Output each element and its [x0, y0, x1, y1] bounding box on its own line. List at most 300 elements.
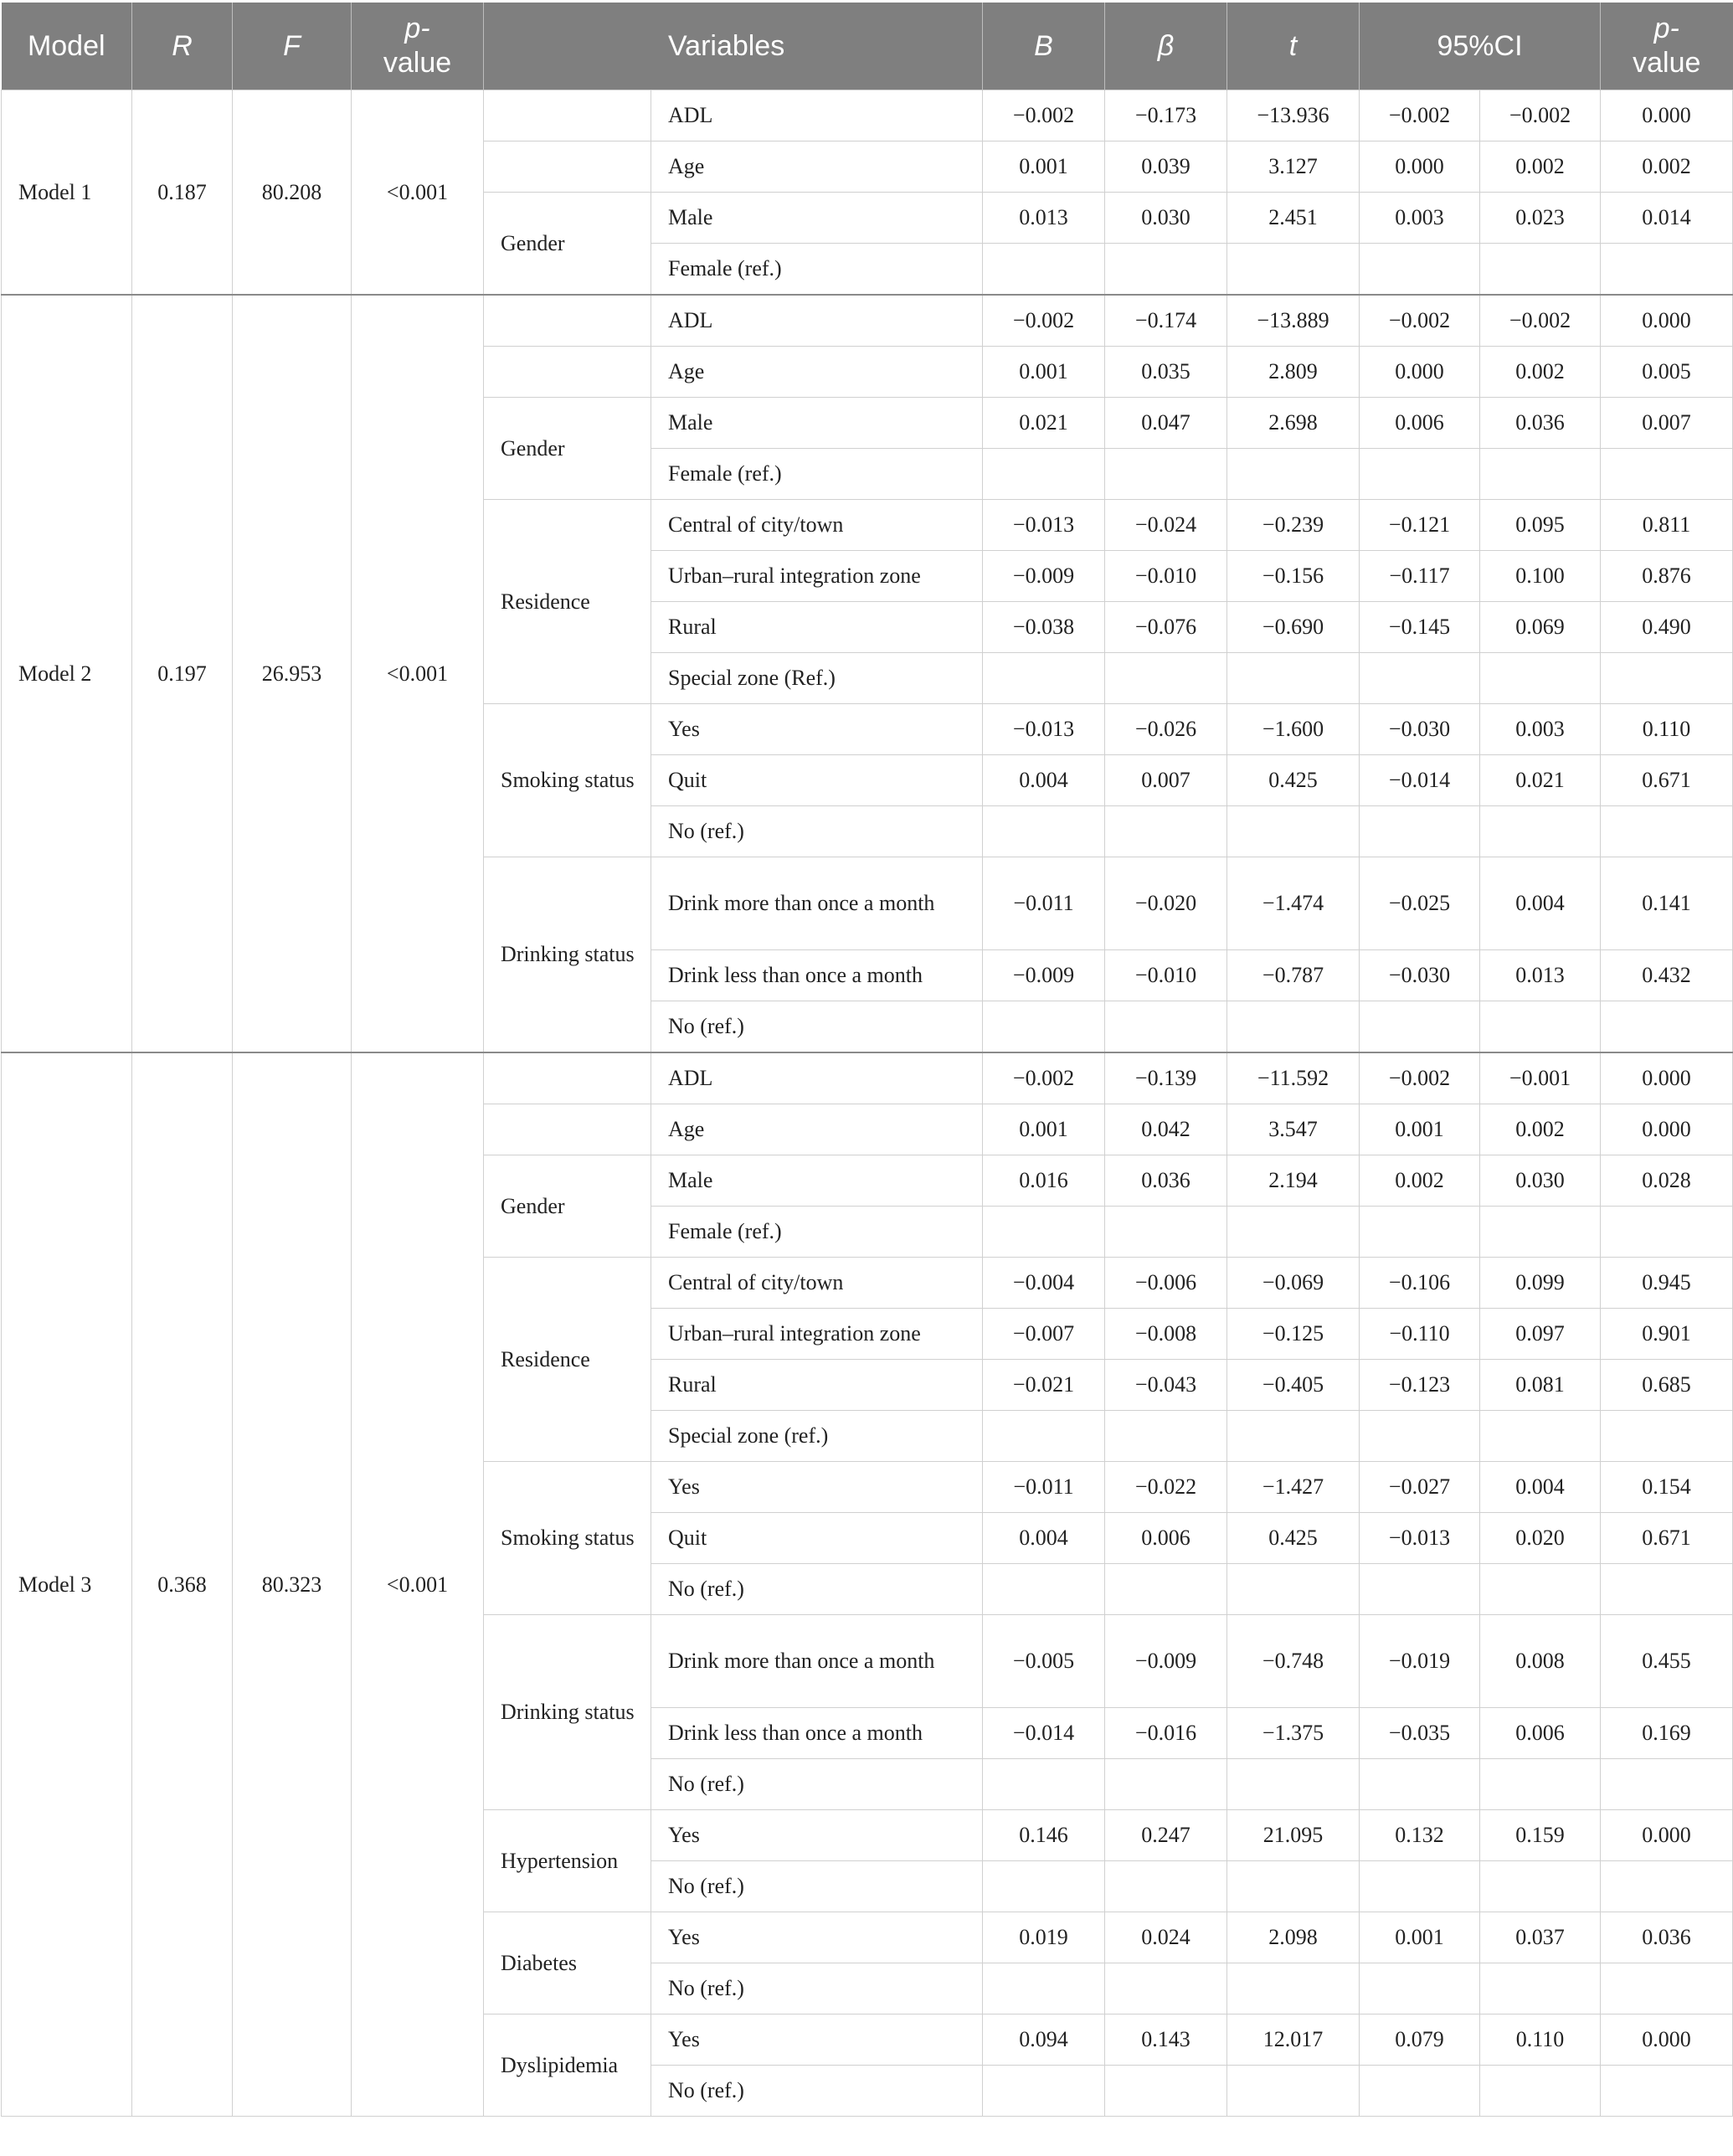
value-cell-b: 0.001: [983, 142, 1105, 193]
value-cell-ci-high: −0.002: [1480, 90, 1601, 142]
value-cell-b: [983, 653, 1105, 704]
variable-group-cell: Dyslipidemia: [484, 2014, 651, 2117]
header-beta-label: β: [1157, 29, 1175, 62]
value-cell-t: [1227, 2066, 1360, 2117]
value-cell-p: 0.005: [1601, 347, 1733, 398]
variable-level-cell: Quit: [651, 755, 983, 806]
value-cell-b: −0.038: [983, 602, 1105, 653]
value-cell-b: −0.002: [983, 295, 1105, 347]
value-cell-p: 0.110: [1601, 704, 1733, 755]
value-cell-t: 3.547: [1227, 1104, 1360, 1155]
value-cell-p: 0.000: [1601, 1104, 1733, 1155]
value-cell-ci-high: 0.008: [1480, 1615, 1601, 1708]
value-cell-t: 3.127: [1227, 142, 1360, 193]
value-cell-t: −0.239: [1227, 500, 1360, 551]
variable-level-cell: Age: [651, 347, 983, 398]
value-cell-p: 0.014: [1601, 193, 1733, 244]
value-cell-b: [983, 1001, 1105, 1053]
value-cell-ci-low: −0.002: [1360, 295, 1480, 347]
value-cell-ci-high: 0.069: [1480, 602, 1601, 653]
value-cell-ci-low: [1360, 449, 1480, 500]
value-cell-ci-low: −0.025: [1360, 857, 1480, 950]
value-cell-beta: 0.006: [1105, 1513, 1227, 1564]
variable-group-cell: [484, 1052, 651, 1104]
value-cell-t: 2.194: [1227, 1155, 1360, 1207]
value-cell-b: −0.011: [983, 857, 1105, 950]
variable-level-cell: No (ref.): [651, 1564, 983, 1615]
model-r-cell: 0.197: [132, 295, 233, 1052]
model-r-cell: 0.187: [132, 90, 233, 296]
model-f-cell: 26.953: [233, 295, 352, 1052]
variable-level-cell: No (ref.): [651, 1861, 983, 1912]
value-cell-beta: [1105, 1001, 1227, 1053]
value-cell-t: [1227, 1207, 1360, 1258]
value-cell-p: [1601, 653, 1733, 704]
value-cell-beta: −0.043: [1105, 1360, 1227, 1411]
value-cell-beta: 0.036: [1105, 1155, 1227, 1207]
value-cell-beta: −0.022: [1105, 1462, 1227, 1513]
value-cell-beta: −0.020: [1105, 857, 1227, 950]
variable-level-cell: Female (ref.): [651, 1207, 983, 1258]
value-cell-b: −0.002: [983, 90, 1105, 142]
value-cell-t: 21.095: [1227, 1810, 1360, 1861]
value-cell-ci-high: 0.036: [1480, 398, 1601, 449]
value-cell-beta: −0.174: [1105, 295, 1227, 347]
value-cell-ci-low: −0.145: [1360, 602, 1480, 653]
variable-level-cell: Rural: [651, 602, 983, 653]
value-cell-b: [983, 1564, 1105, 1615]
value-cell-beta: [1105, 1759, 1227, 1810]
variable-group-cell: [484, 90, 651, 142]
value-cell-p: 0.000: [1601, 295, 1733, 347]
variable-group-cell: Hypertension: [484, 1810, 651, 1912]
value-cell-p: 0.169: [1601, 1708, 1733, 1759]
value-cell-ci-high: [1480, 2066, 1601, 2117]
value-cell-b: −0.013: [983, 704, 1105, 755]
value-cell-beta: 0.035: [1105, 347, 1227, 398]
value-cell-ci-low: −0.121: [1360, 500, 1480, 551]
value-cell-b: [983, 449, 1105, 500]
variable-group-cell: [484, 295, 651, 347]
model-pvalue-cell: <0.001: [352, 1052, 484, 2117]
model-f-cell: 80.323: [233, 1052, 352, 2117]
variable-level-cell: Central of city/town: [651, 500, 983, 551]
value-cell-beta: −0.006: [1105, 1258, 1227, 1309]
value-cell-ci-low: 0.001: [1360, 1912, 1480, 1963]
value-cell-ci-low: [1360, 1861, 1480, 1912]
variable-group-cell: Gender: [484, 193, 651, 296]
value-cell-b: 0.019: [983, 1912, 1105, 1963]
value-cell-t: [1227, 1861, 1360, 1912]
value-cell-p: 0.455: [1601, 1615, 1733, 1708]
value-cell-ci-low: [1360, 653, 1480, 704]
value-cell-t: −0.069: [1227, 1258, 1360, 1309]
value-cell-b: [983, 806, 1105, 857]
value-cell-t: [1227, 244, 1360, 296]
value-cell-p: [1601, 2066, 1733, 2117]
header-model: [2, 3, 132, 90]
value-cell-p: 0.811: [1601, 500, 1733, 551]
header-t: [1227, 3, 1360, 90]
value-cell-beta: 0.042: [1105, 1104, 1227, 1155]
header-model-label: Model: [27, 29, 105, 62]
value-cell-ci-low: [1360, 1759, 1480, 1810]
value-cell-ci-low: −0.110: [1360, 1309, 1480, 1360]
value-cell-t: 2.809: [1227, 347, 1360, 398]
value-cell-p: [1601, 1963, 1733, 2014]
value-cell-b: 0.146: [983, 1810, 1105, 1861]
value-cell-p: [1601, 449, 1733, 500]
value-cell-t: 2.451: [1227, 193, 1360, 244]
value-cell-p: [1601, 1207, 1733, 1258]
value-cell-p: 0.671: [1601, 1513, 1733, 1564]
value-cell-beta: 0.039: [1105, 142, 1227, 193]
value-cell-b: −0.002: [983, 1052, 1105, 1104]
value-cell-ci-high: 0.099: [1480, 1258, 1601, 1309]
header-b-label: B: [1034, 29, 1053, 62]
value-cell-ci-low: −0.019: [1360, 1615, 1480, 1708]
value-cell-ci-high: −0.001: [1480, 1052, 1601, 1104]
header-pvalue2-line1: p-: [1653, 13, 1679, 45]
model-name-cell: Model 2: [2, 295, 132, 1052]
value-cell-beta: [1105, 449, 1227, 500]
value-cell-p: 0.000: [1601, 90, 1733, 142]
value-cell-beta: −0.010: [1105, 950, 1227, 1001]
value-cell-p: 0.028: [1601, 1155, 1733, 1207]
variable-level-cell: Yes: [651, 1462, 983, 1513]
value-cell-beta: [1105, 653, 1227, 704]
table-body: [2, 90, 1733, 2117]
value-cell-p: 0.000: [1601, 2014, 1733, 2066]
header-pvalue-line1: p-: [404, 13, 430, 45]
value-cell-ci-low: 0.079: [1360, 2014, 1480, 2066]
value-cell-ci-high: 0.037: [1480, 1912, 1601, 1963]
value-cell-b: −0.005: [983, 1615, 1105, 1708]
value-cell-beta: 0.143: [1105, 2014, 1227, 2066]
value-cell-beta: [1105, 1963, 1227, 2014]
value-cell-beta: [1105, 1564, 1227, 1615]
value-cell-beta: −0.173: [1105, 90, 1227, 142]
variable-level-cell: Male: [651, 1155, 983, 1207]
variable-level-cell: Yes: [651, 1810, 983, 1861]
header-f-label: F: [283, 29, 301, 62]
value-cell-t: [1227, 449, 1360, 500]
value-cell-beta: [1105, 1861, 1227, 1912]
header-pvalue2: [1601, 3, 1733, 90]
value-cell-b: 0.001: [983, 1104, 1105, 1155]
value-cell-beta: [1105, 244, 1227, 296]
value-cell-b: −0.004: [983, 1258, 1105, 1309]
value-cell-ci-low: −0.002: [1360, 90, 1480, 142]
value-cell-t: −1.375: [1227, 1708, 1360, 1759]
header-variables: [484, 3, 983, 90]
value-cell-t: −11.592: [1227, 1052, 1360, 1104]
value-cell-b: −0.013: [983, 500, 1105, 551]
value-cell-b: −0.007: [983, 1309, 1105, 1360]
value-cell-t: −13.936: [1227, 90, 1360, 142]
variable-level-cell: No (ref.): [651, 2066, 983, 2117]
value-cell-b: [983, 1411, 1105, 1462]
value-cell-ci-low: −0.030: [1360, 704, 1480, 755]
value-cell-ci-low: [1360, 1411, 1480, 1462]
value-cell-ci-low: −0.123: [1360, 1360, 1480, 1411]
value-cell-ci-low: −0.117: [1360, 551, 1480, 602]
value-cell-ci-high: 0.002: [1480, 1104, 1601, 1155]
value-cell-ci-high: 0.021: [1480, 755, 1601, 806]
header-beta: [1105, 3, 1227, 90]
value-cell-p: [1601, 1861, 1733, 1912]
value-cell-beta: −0.009: [1105, 1615, 1227, 1708]
model-name-cell: Model 3: [2, 1052, 132, 2117]
value-cell-ci-low: 0.002: [1360, 1155, 1480, 1207]
value-cell-ci-high: [1480, 806, 1601, 857]
value-cell-ci-high: [1480, 1861, 1601, 1912]
value-cell-ci-high: 0.100: [1480, 551, 1601, 602]
variable-level-cell: No (ref.): [651, 1001, 983, 1053]
value-cell-t: 12.017: [1227, 2014, 1360, 2066]
model-f-cell: 80.208: [233, 90, 352, 296]
header-f: [233, 3, 352, 90]
value-cell-ci-low: −0.030: [1360, 950, 1480, 1001]
value-cell-beta: [1105, 1207, 1227, 1258]
variable-group-cell: Residence: [484, 1258, 651, 1462]
value-cell-p: 0.901: [1601, 1309, 1733, 1360]
variable-group-cell: [484, 347, 651, 398]
value-cell-beta: −0.016: [1105, 1708, 1227, 1759]
value-cell-ci-high: 0.081: [1480, 1360, 1601, 1411]
value-cell-b: 0.004: [983, 1513, 1105, 1564]
value-cell-t: [1227, 1963, 1360, 2014]
value-cell-p: 0.876: [1601, 551, 1733, 602]
value-cell-p: 0.036: [1601, 1912, 1733, 1963]
value-cell-b: [983, 2066, 1105, 2117]
variable-level-cell: Drink less than once a month: [651, 950, 983, 1001]
value-cell-ci-high: [1480, 1001, 1601, 1053]
value-cell-ci-low: −0.014: [1360, 755, 1480, 806]
value-cell-ci-high: 0.004: [1480, 857, 1601, 950]
value-cell-ci-high: 0.002: [1480, 347, 1601, 398]
variable-level-cell: Yes: [651, 704, 983, 755]
header-r: [132, 3, 233, 90]
value-cell-beta: [1105, 1411, 1227, 1462]
variable-level-cell: Female (ref.): [651, 244, 983, 296]
header-ci: [1360, 3, 1601, 90]
value-cell-beta: 0.247: [1105, 1810, 1227, 1861]
value-cell-beta: [1105, 806, 1227, 857]
value-cell-ci-low: 0.006: [1360, 398, 1480, 449]
variable-group-cell: Smoking status: [484, 1462, 651, 1615]
value-cell-t: −0.748: [1227, 1615, 1360, 1708]
value-cell-b: 0.001: [983, 347, 1105, 398]
value-cell-t: [1227, 653, 1360, 704]
value-cell-ci-high: [1480, 244, 1601, 296]
header-pvalue-line2: value: [383, 47, 452, 79]
variable-level-cell: No (ref.): [651, 806, 983, 857]
value-cell-b: −0.011: [983, 1462, 1105, 1513]
value-cell-ci-high: 0.159: [1480, 1810, 1601, 1861]
variable-level-cell: Drink more than once a month: [651, 1615, 983, 1708]
value-cell-ci-high: [1480, 1411, 1601, 1462]
value-cell-ci-high: [1480, 1759, 1601, 1810]
variable-level-cell: Yes: [651, 2014, 983, 2066]
value-cell-ci-low: [1360, 1564, 1480, 1615]
value-cell-ci-high: 0.004: [1480, 1462, 1601, 1513]
value-cell-beta: 0.047: [1105, 398, 1227, 449]
variable-group-cell: Gender: [484, 398, 651, 500]
value-cell-b: 0.013: [983, 193, 1105, 244]
value-cell-t: −1.474: [1227, 857, 1360, 950]
value-cell-ci-high: 0.097: [1480, 1309, 1601, 1360]
variable-level-cell: No (ref.): [651, 1759, 983, 1810]
variable-level-cell: Drink more than once a month: [651, 857, 983, 950]
value-cell-b: [983, 1963, 1105, 2014]
variable-group-cell: Diabetes: [484, 1912, 651, 2014]
value-cell-b: 0.021: [983, 398, 1105, 449]
value-cell-b: −0.021: [983, 1360, 1105, 1411]
table-header: [2, 3, 1733, 90]
value-cell-b: −0.014: [983, 1708, 1105, 1759]
model-r-cell: 0.368: [132, 1052, 233, 2117]
value-cell-ci-low: [1360, 1207, 1480, 1258]
variable-level-cell: Special zone (Ref.): [651, 653, 983, 704]
variable-level-cell: Male: [651, 398, 983, 449]
value-cell-ci-low: −0.106: [1360, 1258, 1480, 1309]
value-cell-b: [983, 1861, 1105, 1912]
variable-level-cell: Special zone (ref.): [651, 1411, 983, 1462]
value-cell-t: 2.098: [1227, 1912, 1360, 1963]
value-cell-p: 0.490: [1601, 602, 1733, 653]
value-cell-ci-low: [1360, 244, 1480, 296]
value-cell-p: [1601, 1759, 1733, 1810]
model-pvalue-cell: <0.001: [352, 90, 484, 296]
value-cell-ci-high: [1480, 653, 1601, 704]
value-cell-t: [1227, 1001, 1360, 1053]
value-cell-ci-low: −0.013: [1360, 1513, 1480, 1564]
value-cell-beta: −0.076: [1105, 602, 1227, 653]
value-cell-ci-low: [1360, 806, 1480, 857]
value-cell-p: 0.432: [1601, 950, 1733, 1001]
header-pvalue: [352, 3, 484, 90]
value-cell-beta: −0.008: [1105, 1309, 1227, 1360]
variable-group-cell: [484, 142, 651, 193]
value-cell-t: 0.425: [1227, 1513, 1360, 1564]
variable-level-cell: Male: [651, 193, 983, 244]
value-cell-ci-high: [1480, 449, 1601, 500]
value-cell-p: 0.671: [1601, 755, 1733, 806]
value-cell-t: −1.600: [1227, 704, 1360, 755]
value-cell-beta: −0.024: [1105, 500, 1227, 551]
value-cell-b: −0.009: [983, 551, 1105, 602]
value-cell-ci-high: 0.030: [1480, 1155, 1601, 1207]
value-cell-beta: −0.010: [1105, 551, 1227, 602]
value-cell-ci-high: 0.095: [1480, 500, 1601, 551]
variable-level-cell: Central of city/town: [651, 1258, 983, 1309]
variable-group-cell: Gender: [484, 1155, 651, 1258]
value-cell-ci-low: −0.002: [1360, 1052, 1480, 1104]
value-cell-ci-high: 0.013: [1480, 950, 1601, 1001]
variable-level-cell: Urban–rural integration zone: [651, 1309, 983, 1360]
value-cell-ci-low: 0.003: [1360, 193, 1480, 244]
header-pvalue2-line2: value: [1633, 47, 1701, 79]
value-cell-beta: [1105, 2066, 1227, 2117]
header-b: [983, 3, 1105, 90]
value-cell-ci-low: −0.035: [1360, 1708, 1480, 1759]
variable-level-cell: Urban–rural integration zone: [651, 551, 983, 602]
value-cell-b: [983, 1759, 1105, 1810]
value-cell-ci-low: 0.001: [1360, 1104, 1480, 1155]
variable-level-cell: ADL: [651, 90, 983, 142]
value-cell-b: −0.009: [983, 950, 1105, 1001]
value-cell-p: 0.141: [1601, 857, 1733, 950]
variable-level-cell: Drink less than once a month: [651, 1708, 983, 1759]
value-cell-t: −1.427: [1227, 1462, 1360, 1513]
variable-group-cell: Smoking status: [484, 704, 651, 857]
value-cell-p: [1601, 806, 1733, 857]
variable-level-cell: No (ref.): [651, 1963, 983, 2014]
variable-level-cell: Yes: [651, 1912, 983, 1963]
table-row: [2, 90, 1733, 142]
value-cell-t: −0.125: [1227, 1309, 1360, 1360]
value-cell-ci-low: −0.027: [1360, 1462, 1480, 1513]
value-cell-ci-high: 0.003: [1480, 704, 1601, 755]
value-cell-beta: 0.024: [1105, 1912, 1227, 1963]
value-cell-t: [1227, 1411, 1360, 1462]
variable-level-cell: ADL: [651, 1052, 983, 1104]
value-cell-ci-high: [1480, 1564, 1601, 1615]
value-cell-ci-high: −0.002: [1480, 295, 1601, 347]
variable-level-cell: ADL: [651, 295, 983, 347]
value-cell-p: 0.945: [1601, 1258, 1733, 1309]
table-row: [2, 295, 1733, 347]
model-pvalue-cell: <0.001: [352, 295, 484, 1052]
value-cell-ci-high: [1480, 1207, 1601, 1258]
value-cell-t: [1227, 1564, 1360, 1615]
value-cell-p: 0.002: [1601, 142, 1733, 193]
value-cell-t: [1227, 806, 1360, 857]
variable-group-cell: Residence: [484, 500, 651, 704]
variable-level-cell: Age: [651, 1104, 983, 1155]
value-cell-b: 0.094: [983, 2014, 1105, 2066]
value-cell-ci-high: 0.006: [1480, 1708, 1601, 1759]
value-cell-t: −0.405: [1227, 1360, 1360, 1411]
value-cell-b: 0.004: [983, 755, 1105, 806]
value-cell-ci-low: [1360, 2066, 1480, 2117]
value-cell-ci-low: [1360, 1001, 1480, 1053]
variable-group-cell: [484, 1104, 651, 1155]
value-cell-t: −0.787: [1227, 950, 1360, 1001]
regression-table: [1, 3, 1733, 2117]
value-cell-b: [983, 1207, 1105, 1258]
value-cell-p: [1601, 244, 1733, 296]
header-variables-label: Variables: [668, 29, 785, 62]
value-cell-beta: 0.030: [1105, 193, 1227, 244]
model-name-cell: Model 1: [2, 90, 132, 296]
value-cell-p: 0.007: [1601, 398, 1733, 449]
value-cell-beta: −0.026: [1105, 704, 1227, 755]
value-cell-ci-high: 0.023: [1480, 193, 1601, 244]
value-cell-p: 0.000: [1601, 1052, 1733, 1104]
header-r-label: R: [172, 29, 193, 62]
value-cell-ci-high: 0.110: [1480, 2014, 1601, 2066]
value-cell-b: [983, 244, 1105, 296]
value-cell-t: 0.425: [1227, 755, 1360, 806]
variable-group-cell: Drinking status: [484, 1615, 651, 1810]
value-cell-t: −0.690: [1227, 602, 1360, 653]
variable-level-cell: Quit: [651, 1513, 983, 1564]
value-cell-t: 2.698: [1227, 398, 1360, 449]
header-t-label: t: [1288, 29, 1298, 62]
variable-level-cell: Age: [651, 142, 983, 193]
